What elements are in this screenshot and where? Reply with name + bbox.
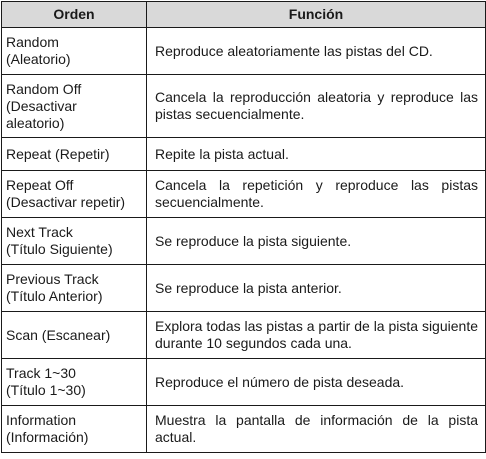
order-cell: Track 1~30 (Título 1~30) bbox=[2, 359, 147, 406]
order-cell: Previous Track (Título Anterior) bbox=[2, 265, 147, 312]
order-cell: Random Off (Desactivar aleatorio) bbox=[2, 75, 147, 138]
table-row bbox=[2, 138, 486, 171]
function-cell: Reproduce aleatoriamente las pistas del CD. bbox=[147, 28, 486, 75]
function-cell: Cancela la repetición y reproduce las pistas secuencialmente. bbox=[147, 171, 486, 218]
table-row bbox=[2, 28, 486, 75]
table-body bbox=[2, 28, 486, 453]
order-cell: Next Track (Título Siguiente) bbox=[2, 218, 147, 265]
command-table bbox=[1, 1, 486, 453]
order-cell: Scan (Escanear) bbox=[2, 312, 147, 359]
function-cell: Reproduce el número de pista deseada. bbox=[147, 359, 486, 406]
table-row bbox=[2, 75, 486, 138]
table-row bbox=[2, 359, 486, 406]
order-cell: Information (Información) bbox=[2, 406, 147, 453]
table-row bbox=[2, 171, 486, 218]
function-cell: Se reproduce la pista siguiente. bbox=[147, 218, 486, 265]
function-cell: Cancela la reproducción aleatoria y reproduce las pistas secuencialmente. bbox=[147, 75, 486, 138]
function-cell: Muestra la pantalla de información de la pista actual. bbox=[147, 406, 486, 453]
table-header-row bbox=[2, 2, 486, 28]
function-cell: Explora todas las pistas a partir de la pista siguiente durante 10 segundos cada una. bbox=[147, 312, 486, 359]
function-cell: Repite la pista actual. bbox=[147, 138, 486, 171]
table-row bbox=[2, 218, 486, 265]
order-cell: Random (Aleatorio) bbox=[2, 28, 147, 75]
function-cell: Se reproduce la pista anterior. bbox=[147, 265, 486, 312]
order-cell: Repeat Off (Desactivar repetir) bbox=[2, 171, 147, 218]
header-function: Función bbox=[147, 2, 486, 28]
table-row bbox=[2, 406, 486, 453]
header-order: Orden bbox=[2, 2, 147, 28]
table-row bbox=[2, 312, 486, 359]
order-cell: Repeat (Repetir) bbox=[2, 138, 147, 171]
table-row bbox=[2, 265, 486, 312]
